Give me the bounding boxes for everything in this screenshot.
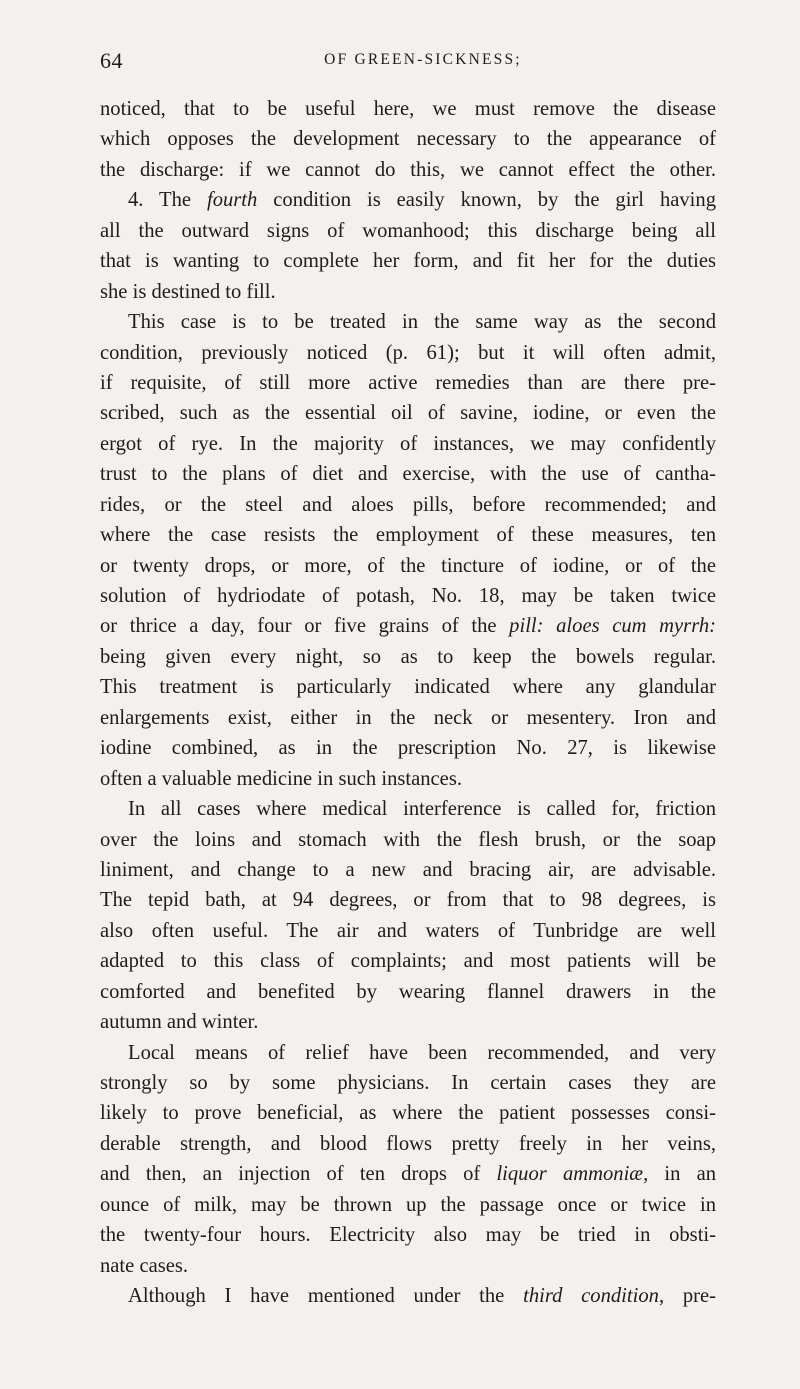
text-line: scribed, such as the essential oil of savine, iodine, or even the [100,402,716,425]
text-line: noticed, that to be useful here, we must remove the disease [100,98,716,120]
text-line: This case is to be treated in the same way as the second [128,311,716,334]
text-line: likely to prove beneficial, as where the patient possesses consi- [100,1102,716,1125]
text-line: enlargements exist, either in the neck or mesentery. Iron and [100,706,716,729]
text-line: This treatment is particularly indicated where any glandular [100,676,716,699]
page-header [100,48,716,78]
text-line: condition, previously noticed (p. 61); but it will often admit, [100,341,716,364]
text-line: which opposes the development necessary to the appearance of [100,128,716,151]
text-line: the discharge: if we cannot do this, we cannot effect the other. [100,158,716,181]
text-line: she is destined to fill. [100,280,276,303]
italic-phrase: liquor ammoniæ [496,1163,644,1186]
text-line: 4. The fourth condition is easily known, by the girl having [128,189,716,212]
italic-phrase: third condition [523,1285,659,1308]
text-line: autumn and winter. [100,1011,259,1034]
text-line: or thrice a day, four or five grains of the pill: aloes cum myrrh: [100,615,716,638]
text-line: ergot of rye. In the majority of instances, we may confidently [100,432,716,455]
text-line: rides, or the steel and aloes pills, before recommended; and [100,493,716,516]
body-text [100,94,716,1312]
italic-phrase: pill: aloes cum myrrh: [509,615,716,638]
text-line: strongly so by some physicians. In certain cases they are [100,1072,716,1094]
text-line: also often useful. The air and waters of Tunbridge are well [100,919,716,942]
text-line: Although I have mentioned under the third condition, pre- [128,1285,717,1308]
text-line: adapted to this class of complaints; and most patients will be [100,950,716,973]
text-line: solution of hydriodate of potash, No. 18, may be taken twice [100,585,716,607]
text-line: and then, an injection of ten drops of liquor ammoniæ, in an [100,1163,717,1186]
text-line: often a valuable medicine in such instances. [100,767,462,790]
text-line: The tepid bath, at 94 degrees, or from that to 98 degrees, is [100,889,716,912]
text-line: where the case resists the employment of these measures, ten [100,524,716,547]
text-line: In all cases where medical interference is called for, friction [128,798,716,821]
page-number: 64 [100,48,123,73]
text-line: liniment, and change to a new and bracing air, are advisable. [100,858,716,881]
text-line: the twenty-four hours. Electricity also may be tried in obsti- [100,1224,716,1247]
text-line: trust to the plans of diet and exercise, with the use of cantha- [100,463,716,486]
text-line: that is wanting to complete her form, and fit her for the duties [100,250,716,273]
text-line: or twenty drops, or more, of the tincture of iodine, or of the [100,554,716,577]
text-line: over the loins and stomach with the flesh brush, or the soap [100,828,716,851]
text-line: if requisite, of still more active remedies than are there pre- [100,371,716,394]
text-line: comforted and benefited by wearing flannel drawers in the [100,980,716,1003]
text-line: ounce of milk, may be thrown up the passage once or twice in [100,1193,716,1216]
italic-phrase: fourth [206,189,258,212]
text-line: nate cases. [100,1254,189,1277]
text-line: being given every night, so as to keep the bowels regular. [100,645,716,668]
text-line: derable strength, and blood flows pretty freely in her veins, [100,1132,716,1155]
text-line: iodine combined, as in the prescription No. 27, is likewise [100,737,716,760]
text-line: all the outward signs of womanhood; this discharge being all [100,219,716,242]
text-line: Local means of relief have been recommended, and very [128,1041,716,1064]
running-head: OF GREEN-SICKNESS; [324,51,522,68]
